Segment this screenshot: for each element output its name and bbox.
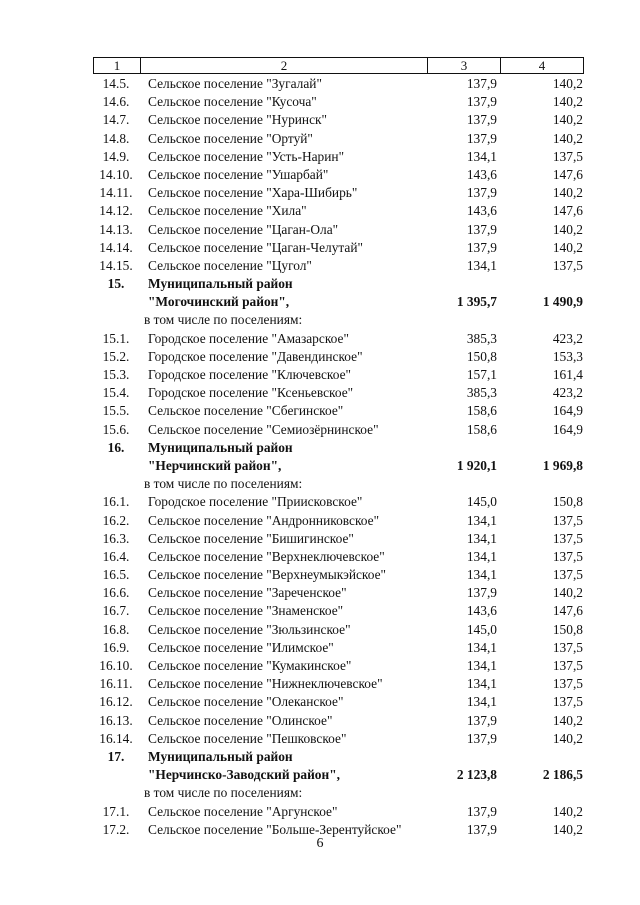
district-title-line2: "Могочинский район", xyxy=(148,294,290,310)
value-col3: 143,6 xyxy=(466,166,497,182)
district-value-col4: 1 969,8 xyxy=(542,457,583,473)
row-number: 15.6. xyxy=(102,421,130,437)
value-col3: 137,9 xyxy=(466,94,497,110)
row-number: 15.3. xyxy=(102,367,130,383)
settlement-name: Сельское поселение "Нуринск" xyxy=(148,112,328,128)
table-row xyxy=(93,75,584,93)
rows-group-16 xyxy=(93,493,584,748)
settlement-name: Сельское поселение "Цаган-Челутай" xyxy=(148,239,363,255)
value-col4: 137,5 xyxy=(552,548,583,564)
subheading-row xyxy=(93,784,584,802)
value-col4: 140,2 xyxy=(552,239,583,255)
table-row xyxy=(93,493,584,511)
value-col3: 137,9 xyxy=(466,185,497,201)
table-row xyxy=(93,548,584,566)
value-col3: 137,9 xyxy=(466,730,497,746)
value-col4: 137,5 xyxy=(552,639,583,655)
value-col3: 134,1 xyxy=(466,530,497,546)
table-row xyxy=(93,657,584,675)
district-value-col4: 1 490,9 xyxy=(542,294,583,310)
table-row xyxy=(93,621,584,639)
table-row xyxy=(93,257,584,275)
header-col-2: 2 xyxy=(141,58,428,73)
settlement-name: Сельское поселение "Кумакинское" xyxy=(148,658,352,674)
value-col3: 150,8 xyxy=(466,348,497,364)
value-col3: 143,6 xyxy=(466,203,497,219)
rows-group-14 xyxy=(93,75,584,275)
value-col3: 137,9 xyxy=(466,803,497,819)
settlement-name: Сельское поселение "Ортуй" xyxy=(148,130,313,146)
value-col3: 145,0 xyxy=(466,621,497,637)
row-number: 16.8. xyxy=(102,621,130,637)
table-row xyxy=(93,148,584,166)
value-col3: 134,1 xyxy=(466,548,497,564)
rows-group-17 xyxy=(93,803,584,839)
row-number: 16.4. xyxy=(102,548,130,564)
settlement-name: Сельское поселение "Семиозёрнинское" xyxy=(148,421,379,437)
value-col4: 140,2 xyxy=(552,712,583,728)
settlement-name: Сельское поселение "Илимское" xyxy=(148,639,334,655)
table-row xyxy=(93,712,584,730)
settlement-name: Сельское поселение "Хила" xyxy=(148,203,307,219)
table-row xyxy=(93,730,584,748)
row-number: 16.3. xyxy=(102,530,130,546)
subheading-row xyxy=(93,475,584,493)
value-col3: 158,6 xyxy=(466,421,497,437)
value-col3: 137,9 xyxy=(466,585,497,601)
table-row xyxy=(93,330,584,348)
table-row xyxy=(93,130,584,148)
row-number: 16.9. xyxy=(102,639,130,655)
settlement-name: Сельское поселение "Пешковское" xyxy=(148,730,347,746)
value-col3: 143,6 xyxy=(466,603,497,619)
row-number: 14.15. xyxy=(99,257,133,273)
value-col3: 134,1 xyxy=(466,148,497,164)
table-row xyxy=(93,348,584,366)
table-row xyxy=(93,602,584,620)
settlement-name: Сельское поселение "Больше-Зерентуйское" xyxy=(148,821,402,837)
value-col4: 161,4 xyxy=(552,367,583,383)
settlement-name: Сельское поселение "Цаган-Ола" xyxy=(148,221,339,237)
value-col3: 157,1 xyxy=(466,367,497,383)
value-col3: 134,1 xyxy=(466,257,497,273)
district-row-16 xyxy=(93,439,584,475)
page-number: 6 xyxy=(316,836,324,851)
settlement-name: Сельское поселение "Андронниковское" xyxy=(148,512,380,528)
value-col4: 150,8 xyxy=(552,494,583,510)
row-number: 16.12. xyxy=(99,694,133,710)
table-row xyxy=(93,184,584,202)
value-col3: 137,9 xyxy=(466,221,497,237)
value-col4: 147,6 xyxy=(552,203,583,219)
settlement-name: Сельское поселение "Зюльзинское" xyxy=(148,621,351,637)
row-number: 16.1. xyxy=(102,494,130,510)
settlement-name: Сельское поселение "Нижнеключевское" xyxy=(148,676,383,692)
table-row xyxy=(93,675,584,693)
value-col3: 134,1 xyxy=(466,676,497,692)
value-col4: 150,8 xyxy=(552,621,583,637)
value-col3: 145,0 xyxy=(466,494,497,510)
value-col3: 137,9 xyxy=(466,112,497,128)
table-row xyxy=(93,402,584,420)
table-row xyxy=(93,239,584,257)
row-number: 15.1. xyxy=(102,330,130,346)
settlement-name: Сельское поселение "Усть-Нарин" xyxy=(148,148,345,164)
district-value-col4: 2 186,5 xyxy=(542,767,583,783)
row-number: 16.2. xyxy=(102,512,130,528)
table-row xyxy=(93,639,584,657)
settlement-name: Городское поселение "Амазарское" xyxy=(148,330,349,346)
district-number: 15. xyxy=(107,276,125,292)
value-col3: 137,9 xyxy=(466,130,497,146)
district-title-line2: "Нерчинский район", xyxy=(148,457,282,473)
table-row xyxy=(93,202,584,220)
row-number: 16.13. xyxy=(99,712,133,728)
row-number: 16.14. xyxy=(99,730,133,746)
settlement-name: Сельское поселение "Кусоча" xyxy=(148,94,317,110)
value-col4: 423,2 xyxy=(552,330,583,346)
value-col4: 137,5 xyxy=(552,512,583,528)
value-col4: 140,2 xyxy=(552,94,583,110)
row-number: 14.11. xyxy=(99,185,133,201)
table-header xyxy=(93,57,584,74)
settlement-name: Сельское поселение "Знаменское" xyxy=(148,603,344,619)
settlement-name: Городское поселение "Ксеньевское" xyxy=(148,385,354,401)
row-number: 14.8. xyxy=(102,130,130,146)
table-body xyxy=(93,75,584,839)
table-row xyxy=(93,221,584,239)
subheading-text: в том числе по поселениям: xyxy=(144,312,303,328)
value-col4: 137,5 xyxy=(552,148,583,164)
subheading-text: в том числе по поселениям: xyxy=(144,476,303,492)
value-col4: 137,5 xyxy=(552,567,583,583)
district-number: 16. xyxy=(107,439,125,455)
value-col4: 164,9 xyxy=(552,421,583,437)
value-col4: 137,5 xyxy=(552,676,583,692)
district-number: 17. xyxy=(107,748,125,764)
value-col3: 137,9 xyxy=(466,76,497,91)
row-number: 17.1. xyxy=(102,803,130,819)
row-number: 16.5. xyxy=(102,567,130,583)
district-title-line1: Муниципальный район xyxy=(148,276,293,292)
subheading-row xyxy=(93,311,584,329)
value-col3: 158,6 xyxy=(466,403,497,419)
value-col4: 137,5 xyxy=(552,658,583,674)
settlement-name: Сельское поселение "Аргунское" xyxy=(148,803,338,819)
table-row xyxy=(93,384,584,402)
value-col4: 137,5 xyxy=(552,694,583,710)
settlement-name: Городское поселение "Ключевское" xyxy=(148,367,352,383)
value-col4: 140,2 xyxy=(552,221,583,237)
settlement-name: Сельское поселение "Сбегинское" xyxy=(148,403,344,419)
district-value-col3: 1 395,7 xyxy=(456,294,497,310)
value-col3: 385,3 xyxy=(466,385,497,401)
rows-group-15 xyxy=(93,330,584,439)
settlement-name: Городское поселение "Давендинское" xyxy=(148,348,363,364)
settlement-name: Сельское поселение "Зареченское" xyxy=(148,585,347,601)
settlement-name: Сельское поселение "Олеканское" xyxy=(148,694,344,710)
table-row xyxy=(93,512,584,530)
settlement-name: Сельское поселение "Олинское" xyxy=(148,712,333,728)
value-col3: 137,9 xyxy=(466,712,497,728)
value-col3: 134,1 xyxy=(466,512,497,528)
row-number: 14.9. xyxy=(102,148,130,164)
settlement-name: Сельское поселение "Ушарбай" xyxy=(148,166,329,182)
row-number: 14.13. xyxy=(99,221,133,237)
value-col4: 137,5 xyxy=(552,530,583,546)
table-row xyxy=(93,93,584,111)
table-row xyxy=(93,530,584,548)
header-col-4: 4 xyxy=(538,58,546,73)
district-title-line1: Муниципальный район xyxy=(148,748,293,764)
table-row xyxy=(93,111,584,129)
value-col3: 137,9 xyxy=(466,821,497,837)
value-col4: 137,5 xyxy=(552,257,583,273)
value-col4: 140,2 xyxy=(552,185,583,201)
row-number: 17.2. xyxy=(102,821,130,837)
district-value-col3: 1 920,1 xyxy=(456,457,497,473)
value-col4: 153,3 xyxy=(552,348,583,364)
row-number: 15.4. xyxy=(102,385,130,401)
row-number: 15.5. xyxy=(102,403,130,419)
row-number: 14.12. xyxy=(99,203,133,219)
value-col3: 385,3 xyxy=(466,330,497,346)
table-row xyxy=(93,803,584,821)
value-col4: 140,2 xyxy=(552,730,583,746)
table-row xyxy=(93,166,584,184)
table-row xyxy=(93,566,584,584)
row-number: 16.11. xyxy=(99,676,133,692)
settlement-name: Сельское поселение "Зугалай" xyxy=(148,76,322,91)
table-row xyxy=(93,366,584,384)
row-number: 16.7. xyxy=(102,603,130,619)
row-number: 16.6. xyxy=(102,585,130,601)
header-col-1: 1 xyxy=(94,58,141,73)
district-row-15 xyxy=(93,275,584,311)
row-number: 14.7. xyxy=(102,112,130,128)
settlement-name: Сельское поселение "Хара-Шибирь" xyxy=(148,185,358,201)
row-number: 14.5. xyxy=(102,76,130,91)
value-col3: 134,1 xyxy=(466,639,497,655)
district-title-line2: "Нерчинско-Заводский район", xyxy=(148,767,340,783)
settlement-name: Сельское поселение "Верхнеумыкэйское" xyxy=(148,567,387,583)
row-number: 16.10. xyxy=(99,658,133,674)
district-title-line1: Муниципальный район xyxy=(148,439,293,455)
value-col3: 137,9 xyxy=(466,239,497,255)
table-row xyxy=(93,421,584,439)
row-number: 14.10. xyxy=(99,166,133,182)
table-row xyxy=(93,693,584,711)
value-col4: 140,2 xyxy=(552,130,583,146)
district-row-17 xyxy=(93,748,584,784)
settlement-name: Городское поселение "Приисковское" xyxy=(148,494,363,510)
value-col4: 164,9 xyxy=(552,403,583,419)
row-number: 14.6. xyxy=(102,94,130,110)
value-col3: 134,1 xyxy=(466,658,497,674)
value-col4: 423,2 xyxy=(552,385,583,401)
settlement-name: Сельское поселение "Цугол" xyxy=(148,257,312,273)
row-number: 15.2. xyxy=(102,348,130,364)
value-col3: 134,1 xyxy=(466,694,497,710)
header-col-3: 3 xyxy=(428,58,501,73)
table-row xyxy=(93,584,584,602)
settlement-name: Сельское поселение "Бишигинское" xyxy=(148,530,354,546)
value-col3: 134,1 xyxy=(466,567,497,583)
value-col4: 147,6 xyxy=(552,603,583,619)
district-value-col3: 2 123,8 xyxy=(456,767,497,783)
row-number: 14.14. xyxy=(99,239,133,255)
value-col4: 140,2 xyxy=(552,803,583,819)
value-col4: 140,2 xyxy=(552,112,583,128)
value-col4: 140,2 xyxy=(552,76,583,91)
value-col4: 140,2 xyxy=(552,821,583,837)
settlement-name: Сельское поселение "Верхнеключевское" xyxy=(148,548,385,564)
value-col4: 147,6 xyxy=(552,166,583,182)
subheading-text: в том числе по поселениям: xyxy=(144,785,303,801)
value-col4: 140,2 xyxy=(552,585,583,601)
